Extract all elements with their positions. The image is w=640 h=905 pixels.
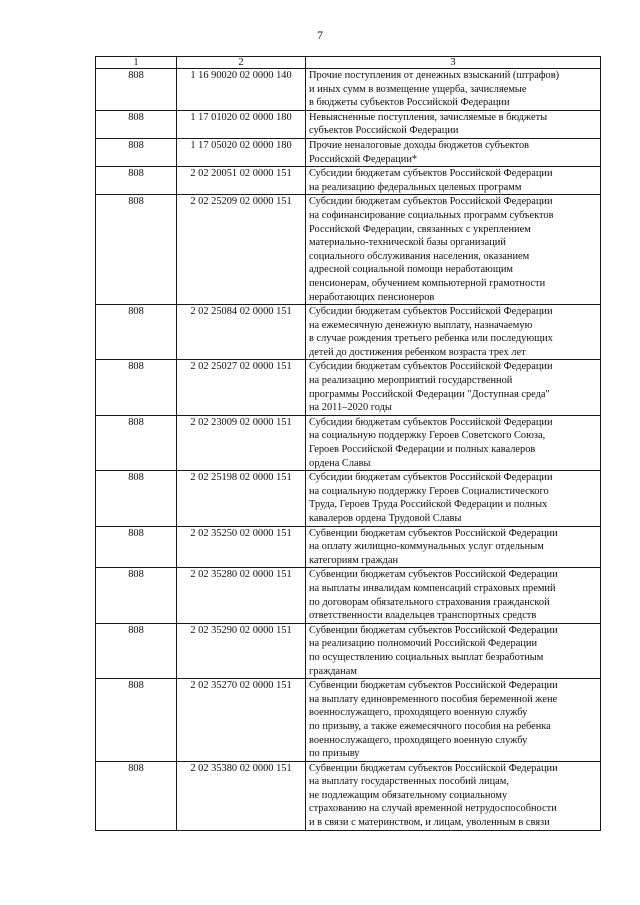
column-header-2: 2	[177, 57, 306, 69]
table-row	[96, 138, 601, 166]
table-header-row	[96, 57, 601, 69]
revenue-codes-table	[95, 56, 601, 831]
admin-code-cell: 808	[96, 69, 177, 111]
table-row	[96, 110, 601, 138]
admin-code-cell: 808	[96, 415, 177, 470]
page-number: 7	[317, 28, 323, 42]
description-cell: Субсидии бюджетам субъектов Российской Федерации на софинансирование социальных программ субъектов Российской Федерации, связанных с укреплением материально-технической базы организаций социального обслуживания населения, оказанием адресной социальной помощи неработающим пенсионерам, обучением компьютерной грамотности неработающих пенсионеров	[306, 195, 601, 305]
budget-code-cell: 2 02 20051 02 0000 151	[177, 167, 306, 195]
description-cell: Субсидии бюджетам субъектов Российской Федерации на ежемесячную денежную выплату, назначаемую в случае рождения третьего ребенка или последующих детей до достижения ребенком возраста трех лет	[306, 305, 601, 360]
table-row	[96, 568, 601, 623]
admin-code-cell: 808	[96, 568, 177, 623]
budget-code-cell: 2 02 25084 02 0000 151	[177, 305, 306, 360]
budget-code-cell: 1 17 01020 02 0000 180	[177, 110, 306, 138]
budget-code-cell: 2 02 25198 02 0000 151	[177, 471, 306, 526]
admin-code-cell: 808	[96, 195, 177, 305]
table-row	[96, 526, 601, 568]
description-cell: Прочие поступления от денежных взысканий (штрафов) и иных сумм в возмещение ущерба, зачисляемые в бюджеты субъектов Российской Федерации	[306, 69, 601, 111]
column-header-1: 1	[96, 57, 177, 69]
budget-code-cell: 2 02 25027 02 0000 151	[177, 360, 306, 415]
table-row	[96, 679, 601, 762]
admin-code-cell: 808	[96, 623, 177, 678]
table-row	[96, 195, 601, 305]
admin-code-cell: 808	[96, 360, 177, 415]
table-row	[96, 167, 601, 195]
admin-code-cell: 808	[96, 471, 177, 526]
description-cell: Субвенции бюджетам субъектов Российской Федерации на оплату жилищно-коммунальных услуг отдельным категориям граждан	[306, 526, 601, 568]
budget-code-cell: 2 02 35380 02 0000 151	[177, 761, 306, 830]
admin-code-cell: 808	[96, 526, 177, 568]
budget-code-cell: 2 02 23009 02 0000 151	[177, 415, 306, 470]
budget-code-cell: 2 02 35280 02 0000 151	[177, 568, 306, 623]
budget-code-cell: 1 16 90020 02 0000 140	[177, 69, 306, 111]
description-cell: Невыясненные поступления, зачисляемые в бюджеты субъектов Российской Федерации	[306, 110, 601, 138]
table-row	[96, 471, 601, 526]
table-body	[96, 69, 601, 831]
budget-code-cell: 2 02 25209 02 0000 151	[177, 195, 306, 305]
admin-code-cell: 808	[96, 679, 177, 762]
admin-code-cell: 808	[96, 138, 177, 166]
table-row	[96, 305, 601, 360]
budget-code-cell: 2 02 35270 02 0000 151	[177, 679, 306, 762]
description-cell: Прочие неналоговые доходы бюджетов субъектов Российской Федерации*	[306, 138, 601, 166]
admin-code-cell: 808	[96, 110, 177, 138]
table-row	[96, 69, 601, 111]
table-row	[96, 761, 601, 830]
description-cell: Субсидии бюджетам субъектов Российской Федерации на реализацию федеральных целевых программ	[306, 167, 601, 195]
table-row	[96, 623, 601, 678]
description-cell: Субсидии бюджетам субъектов Российской Федерации на социальную поддержку Героев Советского Союза, Героев Российской Федерации и полных кавалеров ордена Славы	[306, 415, 601, 470]
description-cell: Субвенции бюджетам субъектов Российской Федерации на реализацию полномочий Российской Федерации по осуществлению социальных выплат безработным гражданам	[306, 623, 601, 678]
budget-code-cell: 1 17 05020 02 0000 180	[177, 138, 306, 166]
table-row	[96, 415, 601, 470]
description-cell: Субсидии бюджетам субъектов Российской Федерации на социальную поддержку Героев Социалистического Труда, Героев Труда Российской Федерации и полных кавалеров ордена Трудовой Славы	[306, 471, 601, 526]
admin-code-cell: 808	[96, 761, 177, 830]
table-row	[96, 360, 601, 415]
column-header-3: 3	[306, 57, 601, 69]
budget-code-cell: 2 02 35250 02 0000 151	[177, 526, 306, 568]
description-cell: Субсидии бюджетам субъектов Российской Федерации на реализацию мероприятий государственной программы Российской Федерации "Доступная среда" на 2011–2020 годы	[306, 360, 601, 415]
description-cell: Субвенции бюджетам субъектов Российской Федерации на выплату единовременного пособия беременной жене военнослужащего, проходящего военную службу по призыву, а также ежемесячного пособия на ребенка военнослужащего, проходящего военную службу по призыву	[306, 679, 601, 762]
admin-code-cell: 808	[96, 167, 177, 195]
budget-code-cell: 2 02 35290 02 0000 151	[177, 623, 306, 678]
admin-code-cell: 808	[96, 305, 177, 360]
description-cell: Субвенции бюджетам субъектов Российской Федерации на выплату государственных пособий лицам, не подлежащим обязательному социальному страхованию на случай временной нетрудоспособности и в связи с материнством, и лицам, уволенным в связи	[306, 761, 601, 830]
description-cell: Субвенции бюджетам субъектов Российской Федерации на выплаты инвалидам компенсаций страховых премий по договорам обязательного страхования гражданской ответственности владельцев транспортных средств	[306, 568, 601, 623]
